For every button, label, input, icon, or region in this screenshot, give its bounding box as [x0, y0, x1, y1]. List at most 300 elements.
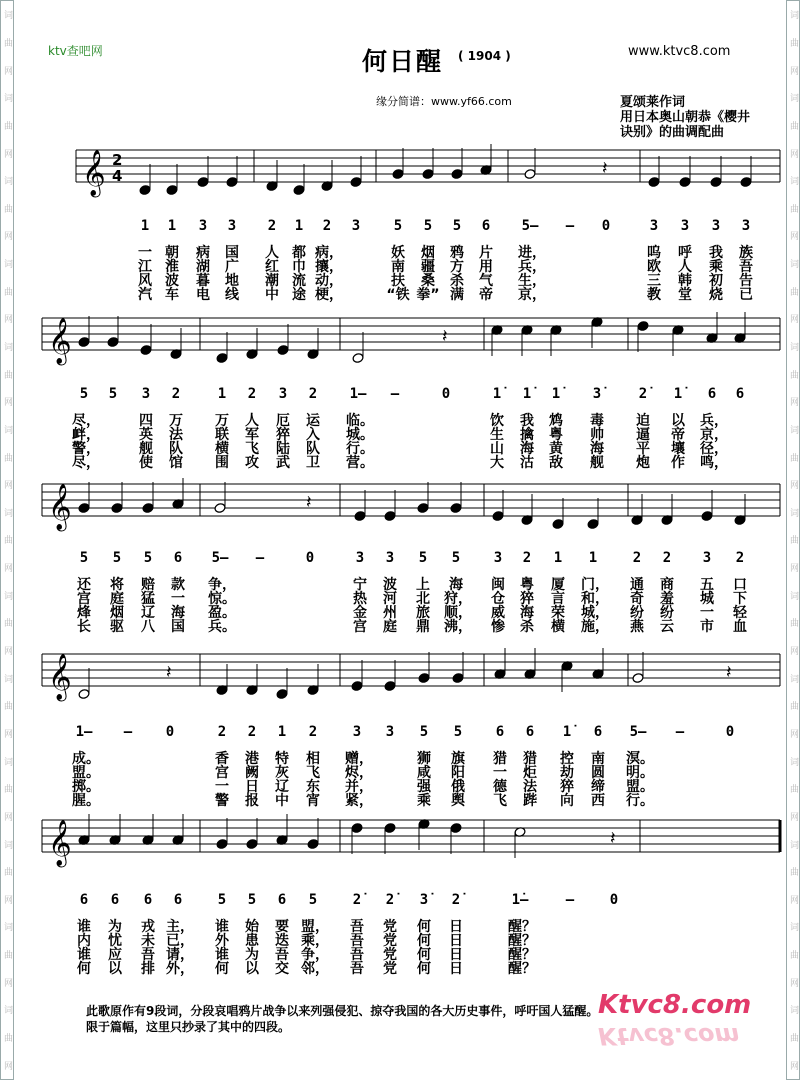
lyric-syllable: 桑 [421, 273, 435, 289]
watermark-char: 网 [788, 148, 798, 158]
jianpu-note: 3 [741, 218, 751, 234]
jianpu-note: 6 [143, 892, 153, 908]
notehead [450, 503, 462, 514]
lyric-syllable: 紧， [345, 793, 373, 809]
lyric-syllable: 吾 [350, 947, 364, 963]
jianpu-note: 5— [629, 724, 647, 740]
treble-clef-icon: 𝄞 [48, 654, 72, 700]
lyric-syllable: 谁 [77, 919, 91, 935]
jianpu-note: 1 [277, 724, 287, 740]
jianpu-note: — [123, 724, 133, 740]
watermark-char: 曲 [2, 618, 12, 628]
jianpu-note: 2̇ [451, 892, 461, 908]
lyric-syllable: 京， [518, 287, 546, 303]
watermark-char: 曲 [788, 618, 798, 628]
lyric-syllable: 还 [77, 577, 91, 593]
watermark-char: 网 [2, 894, 12, 904]
lyric-syllable: 飞 [306, 765, 320, 781]
notehead [246, 839, 258, 850]
lyric-syllable: 呼 [678, 245, 692, 261]
lyric-syllable: 兵， [518, 259, 546, 275]
lyric-syllable: 生 [490, 427, 504, 443]
jianpu-note: 6 [277, 892, 287, 908]
lyric-syllable: 五 [700, 577, 714, 593]
lyric-verse-row [0, 962, 800, 982]
notehead [226, 177, 238, 188]
lyric-syllable: 口 [733, 577, 747, 593]
lyric-syllable: 吾 [275, 947, 289, 963]
lyric-syllable: 万 [169, 413, 183, 429]
watermark-char: 曲 [2, 950, 12, 960]
lyric-syllable: 驱 [110, 619, 124, 635]
jianpu-note: 5 [247, 892, 257, 908]
lyric-syllable: 燕 [630, 619, 644, 635]
lyric-syllable: 盟。 [72, 765, 100, 781]
lyric-syllable: 将 [110, 577, 124, 593]
lyric-syllable: 方 [450, 259, 464, 275]
lyric-syllable: 波 [383, 577, 397, 593]
jianpu-note: 1 [553, 550, 563, 566]
lyric-syllable: 帝 [479, 287, 493, 303]
lyric-syllable: 施， [581, 619, 609, 635]
lyric-syllable: 交 [275, 961, 289, 977]
watermark-char: 曲 [2, 203, 12, 213]
lyric-syllable: 饮 [490, 413, 504, 429]
watermark-char: 网 [2, 563, 12, 573]
lyric-syllable: 争， [208, 577, 236, 593]
jianpu-note: 6 [707, 386, 717, 402]
watermark-char: 词 [2, 342, 12, 351]
lyric-syllable: 国 [225, 245, 239, 261]
jianpu-note: 3̇ [419, 892, 429, 908]
lyric-syllable: 以 [108, 961, 122, 977]
lyric-syllable: 猝 [560, 779, 574, 795]
jianpu-note: 3̇ [592, 386, 602, 402]
lyric-syllable: 何 [417, 961, 431, 977]
lyric-syllable: 谁 [215, 919, 229, 935]
lyric-syllable: 英 [139, 427, 153, 443]
lyric-syllable: 逼 [636, 427, 650, 443]
lyric-syllable: 毒 [590, 413, 604, 429]
notehead [216, 353, 228, 364]
lyric-syllable: 海 [520, 441, 534, 457]
watermark-char: 词 [788, 922, 798, 932]
lyric-syllable: 迭 [275, 933, 289, 949]
notehead [78, 337, 90, 348]
credit-line: 诀别》的曲调配曲 [620, 125, 725, 140]
lyric-syllable: 南 [591, 751, 605, 767]
lyric-syllable: 中 [275, 793, 289, 809]
notehead [422, 169, 434, 180]
notehead [142, 503, 154, 514]
staff [0, 810, 800, 900]
watermark-char: 词 [2, 424, 12, 434]
jianpu-note: 2 [247, 386, 257, 402]
lyric-syllable: 动， [315, 273, 343, 289]
watermark-char: 词 [2, 507, 12, 517]
lyric-syllable: 病， [315, 245, 343, 261]
lyric-syllable: 队 [169, 441, 183, 457]
lyric-syllable: 轻 [733, 605, 747, 621]
lyric-syllable: 吾 [350, 961, 364, 977]
lyric-syllable: 告 [739, 273, 753, 289]
jianpu-note: — [675, 724, 685, 740]
jianpu-note: 3 [355, 550, 365, 566]
notehead [701, 511, 713, 522]
lyric-syllable: 纷 [630, 605, 644, 621]
lyric-syllable: 敌 [549, 455, 563, 471]
lyric-syllable: 上 [416, 577, 430, 593]
watermark-char: 曲 [788, 784, 798, 794]
lyric-syllable: 长 [77, 619, 91, 635]
lyric-syllable: 惨 [491, 619, 505, 635]
lyric-syllable: 劫 [560, 765, 574, 781]
lyric-syllable: 江 [138, 259, 152, 275]
lyric-syllable: 日 [449, 933, 463, 949]
jianpu-note: 3 [352, 724, 362, 740]
notehead [637, 321, 649, 332]
lyric-syllable: 狩， [444, 591, 472, 607]
lyric-syllable: 气 [479, 273, 493, 289]
lyric-syllable: 一 [171, 591, 185, 607]
jianpu-note: 3 [649, 218, 659, 234]
lyric-syllable: 患 [245, 933, 259, 949]
lyric-syllable: 线 [225, 287, 239, 303]
lyric-syllable: 款 [171, 577, 185, 593]
notehead [111, 503, 123, 514]
lyric-syllable: 狮 [417, 751, 431, 767]
lyric-syllable: 迫 [636, 413, 650, 429]
lyric-syllable: 奇 [630, 591, 644, 607]
jianpu-note: 5 [217, 892, 227, 908]
lyric-syllable: 盟， [301, 919, 329, 935]
lyric-syllable: 兵， [700, 413, 728, 429]
rest-icon: 𝄽 [602, 158, 608, 179]
lyric-verse-row [0, 620, 800, 640]
lyric-syllable: 旅 [416, 605, 430, 621]
lyric-syllable: 族 [739, 245, 753, 261]
lyric-syllable: 我 [520, 413, 534, 429]
treble-clef-icon: 𝄞 [48, 820, 72, 866]
jianpu-note: 6 [593, 724, 603, 740]
jianpu-note: 6 [735, 386, 745, 402]
lyric-syllable: 争， [301, 947, 329, 963]
notehead [350, 177, 362, 188]
watermark-char: 词 [2, 922, 12, 932]
jianpu-note: 5— [211, 550, 229, 566]
jianpu-note: 2 [662, 550, 672, 566]
notehead [740, 177, 752, 188]
staff [0, 644, 800, 734]
notehead [139, 185, 151, 196]
lyric-syllable: 万 [215, 413, 229, 429]
lyric-syllable: 馆 [169, 455, 183, 471]
jianpu-note: 0 [609, 892, 619, 908]
watermark-char: 曲 [2, 535, 12, 545]
jianpu-note: 0 [725, 724, 735, 740]
lyric-syllable: 帅 [590, 427, 604, 443]
lyric-syllable: 行。 [626, 793, 654, 809]
lyric-syllable: 帝 [671, 427, 685, 443]
lyric-syllable: 京， [700, 427, 728, 443]
lyric-syllable: 阳 [451, 765, 465, 781]
jianpu-note: 1̇— [511, 892, 529, 908]
lyric-syllable: 乘， [301, 933, 329, 949]
lyric-syllable: 猎 [523, 751, 537, 767]
lyric-syllable: 城 [700, 591, 714, 607]
lyric-syllable: 圆 [591, 765, 605, 781]
lyric-syllable: 都 [292, 245, 306, 261]
jianpu-note: 0 [305, 550, 315, 566]
lyric-syllable: 应 [108, 947, 122, 963]
lyric-syllable: 烧 [709, 287, 723, 303]
lyric-syllable: 梗， [315, 287, 343, 303]
watermark-char: 曲 [788, 1033, 798, 1043]
lyric-syllable: 谁 [77, 947, 91, 963]
notehead [524, 169, 536, 180]
lyric-syllable: 地 [225, 273, 239, 289]
notehead [552, 519, 564, 530]
notehead [710, 177, 722, 188]
lyric-syllable: 阙 [245, 765, 259, 781]
lyric-syllable: 军 [245, 427, 259, 443]
lyric-syllable: 四 [139, 413, 153, 429]
lyric-syllable: 一 [138, 245, 152, 261]
lyric-syllable: 戎 [141, 919, 155, 935]
jianpu-note: 1 [167, 218, 177, 234]
lyric-syllable: 日 [449, 919, 463, 935]
song-year: ( 1904 ) [458, 49, 511, 63]
lyric-syllable: 顺， [444, 605, 472, 621]
lyric-syllable: 跸 [523, 793, 537, 809]
watermark-char: 词 [2, 176, 12, 186]
jianpu-note: 5 [453, 724, 463, 740]
watermark-char: 词 [788, 590, 798, 600]
lyric-syllable: 相 [306, 751, 320, 767]
lyric-syllable: 热 [353, 591, 367, 607]
jianpu-note: 5 [112, 550, 122, 566]
watermark-char: 网 [2, 811, 12, 821]
lyric-syllable: 拳” [416, 287, 440, 303]
lyric-syllable: 香 [215, 751, 229, 767]
jianpu-note: — [255, 550, 265, 566]
jianpu-note: 5— [521, 218, 539, 234]
song-title: 何日醒 [362, 47, 444, 76]
lyric-syllable: 作 [671, 455, 685, 471]
lyric-syllable: 鼎 [416, 619, 430, 635]
lyric-syllable: 宫 [77, 591, 91, 607]
lyric-syllable: 主， [166, 919, 194, 935]
jianpu-note: 5 [108, 386, 118, 402]
watermark-char: 词 [788, 342, 798, 351]
notehead [197, 177, 209, 188]
numbered-notation-row [0, 550, 800, 573]
lyric-syllable: 醒？ [508, 919, 536, 935]
watermark-char: 曲 [788, 286, 798, 296]
notehead [392, 169, 404, 180]
lyric-syllable: 法 [523, 779, 537, 795]
jianpu-note: 5 [451, 550, 461, 566]
lyric-syllable: 汽 [138, 287, 152, 303]
lyric-syllable: 教 [647, 287, 661, 303]
lyric-syllable: 片 [479, 245, 493, 261]
rest-icon: 𝄽 [726, 662, 732, 683]
lyric-syllable: 兵。 [208, 619, 236, 635]
notehead [307, 839, 319, 850]
lyric-syllable: 宫 [215, 765, 229, 781]
notehead [587, 519, 599, 530]
lyric-syllable: 灰 [275, 765, 289, 781]
lyric-syllable: 请， [166, 947, 194, 963]
lyric-syllable: 并， [345, 779, 373, 795]
jianpu-note: 3 [385, 550, 395, 566]
watermark-char: 词 [2, 839, 12, 849]
lyric-syllable: 猝 [276, 427, 290, 443]
jianpu-note: 2 [735, 550, 745, 566]
lyric-syllable: 舰 [139, 441, 153, 457]
watermark-char: 词 [788, 1005, 798, 1015]
lyric-syllable: 队 [306, 441, 320, 457]
watermark-char: 网 [2, 314, 12, 324]
notehead [632, 673, 644, 684]
notehead [679, 177, 691, 188]
lyric-syllable: 何 [417, 933, 431, 949]
lyric-syllable: 使 [139, 455, 153, 471]
jianpu-note: 2 [308, 724, 318, 740]
watermark-char: 词 [2, 93, 12, 103]
watermark-char: 网 [788, 397, 798, 407]
notehead [107, 337, 119, 348]
notehead [276, 689, 288, 700]
watermark-char: 曲 [2, 1033, 12, 1043]
jianpu-note: — [565, 892, 575, 908]
lyric-syllable: 控 [560, 751, 574, 767]
treble-clef-icon: 𝄞 [48, 484, 72, 530]
jianpu-note: 0 [601, 218, 611, 234]
jianpu-note: 6 [173, 892, 183, 908]
lyric-syllable: 南 [391, 259, 405, 275]
lyric-syllable: 要 [275, 919, 289, 935]
lyric-syllable: 门， [581, 577, 609, 593]
lyric-syllable: 一 [700, 605, 714, 621]
lyric-syllable: 人 [678, 259, 692, 275]
jianpu-note: 3 [227, 218, 237, 234]
jianpu-note: — [390, 386, 400, 402]
notehead [648, 177, 660, 188]
jianpu-note: 3 [702, 550, 712, 566]
lyric-syllable: 城。 [346, 427, 374, 443]
watermark-char: 词 [788, 259, 798, 269]
watermark-char: 词 [788, 176, 798, 186]
lyric-syllable: 辽 [275, 779, 289, 795]
watermark-char: 词 [2, 590, 12, 600]
lyric-syllable: 排 [141, 961, 155, 977]
lyric-syllable: 羞 [660, 591, 674, 607]
lyric-syllable: 尽， [72, 413, 100, 429]
lyric-syllable: 外 [215, 933, 229, 949]
lyric-syllable: 生， [518, 273, 546, 289]
lyric-syllable: 吾 [739, 259, 753, 275]
rest-icon: 𝄽 [610, 828, 616, 849]
lyric-syllable: 辽 [141, 605, 155, 621]
time-signature-digit: 4 [112, 167, 123, 185]
lyric-syllable: 庭 [383, 619, 397, 635]
lyric-syllable: 病 [196, 245, 210, 261]
watermark-char: 曲 [788, 867, 798, 877]
lyric-syllable: 潮 [265, 273, 279, 289]
jianpu-note: 5 [143, 550, 153, 566]
watermark-char: 曲 [788, 535, 798, 545]
watermark-char: 词 [2, 756, 12, 766]
lyric-syllable: 党 [383, 919, 397, 935]
lyric-syllable: 忧 [108, 933, 122, 949]
lyric-syllable: 一 [215, 779, 229, 795]
jianpu-note: 3 [385, 724, 395, 740]
staff [0, 308, 800, 398]
jianpu-note: 1 [217, 386, 227, 402]
lyric-syllable: 醒？ [508, 933, 536, 949]
lyric-syllable: 壤 [671, 441, 685, 457]
notehead [451, 169, 463, 180]
lyric-syllable: 杀 [450, 273, 464, 289]
lyric-syllable: 为 [108, 919, 122, 935]
lyric-syllable: 流 [292, 273, 306, 289]
lyric-syllable: 党 [383, 947, 397, 963]
lyric-syllable: 进， [518, 245, 546, 261]
lyric-syllable: 党 [383, 961, 397, 977]
lyric-syllable: 三 [647, 273, 661, 289]
numbered-notation-row [0, 218, 800, 241]
watermark-char: 网 [788, 480, 798, 490]
lyric-syllable: 广 [225, 259, 239, 275]
lyric-syllable: 横 [551, 619, 565, 635]
lyric-syllable: 海 [449, 577, 463, 593]
lyric-syllable: 威 [491, 605, 505, 621]
lyric-syllable: 八 [141, 619, 155, 635]
lyric-syllable: 欧 [647, 259, 661, 275]
lyric-syllable: 攘， [315, 259, 343, 275]
lyric-syllable: 河 [383, 591, 397, 607]
jianpu-note: 6 [173, 550, 183, 566]
lyric-syllable: 电 [196, 287, 210, 303]
lyric-syllable: 闽 [491, 577, 505, 593]
jianpu-note: 6 [110, 892, 120, 908]
jianpu-note: 5 [393, 218, 403, 234]
lyric-syllable: 赔 [141, 577, 155, 593]
watermark-char: 网 [788, 894, 798, 904]
lyric-syllable: 中 [265, 287, 279, 303]
lyric-syllable: 日 [245, 779, 259, 795]
lyric-syllable: 北 [416, 591, 430, 607]
lyric-syllable: 始 [245, 919, 259, 935]
jianpu-note: 1̇ [562, 724, 572, 740]
lyric-syllable: 满 [450, 287, 464, 303]
notehead [450, 823, 462, 834]
watermark-char: 网 [2, 148, 12, 158]
jianpu-note: 5 [419, 724, 429, 740]
notation-source: 缘分简谱：www.yf66.com [376, 95, 512, 108]
jianpu-note: 0 [165, 724, 175, 740]
time-signature-digit: 2 [112, 151, 123, 169]
watermark-char: 词 [788, 424, 798, 434]
lyric-syllable: 湖 [196, 259, 210, 275]
notehead [452, 673, 464, 684]
watermark-char: 网 [2, 480, 12, 490]
lyric-syllable: 厄 [276, 413, 290, 429]
watermark-char: 曲 [788, 203, 798, 213]
lyric-syllable: 德 [493, 779, 507, 795]
lyric-syllable: 红 [265, 259, 279, 275]
